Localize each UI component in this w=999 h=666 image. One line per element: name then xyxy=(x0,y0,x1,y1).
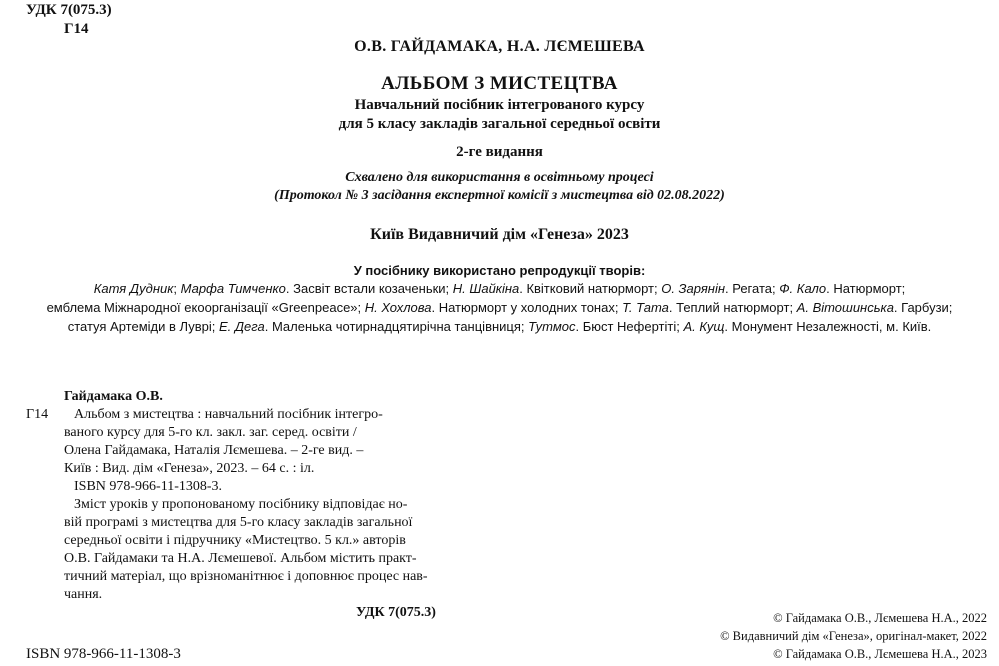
work-title: . Натюрморт у холодних тонах; xyxy=(431,300,623,315)
abstract-line: середньої освіти і підручнику «Мистецтво. 5 кл.» авторів xyxy=(64,533,406,548)
reproductions-heading: У посібнику використано репродукції творів: xyxy=(353,263,646,278)
artist-name: Н. Хохлова xyxy=(364,300,432,315)
approval-note: Схвалено для використання в освітньому процесі xyxy=(345,170,654,185)
artist-name: Ф. Кало xyxy=(779,281,827,296)
edition: 2-ге видання xyxy=(456,144,543,160)
work-title: . Регата; xyxy=(725,281,780,296)
artist-name: А. Вітошинська xyxy=(796,300,894,315)
reproductions-line-1 xyxy=(0,281,999,296)
copyright-line: © Гайдамака О.В., Лємешева Н.А., 2022 xyxy=(773,611,987,625)
copyright-line: © Гайдамака О.В., Лємешева Н.А., 2023 xyxy=(773,647,987,661)
work-title: . Маленька чотирнадцятирічна танцівниця; xyxy=(264,319,529,334)
artist-name: Н. Шайкіна xyxy=(452,281,520,296)
isbn: ISBN 978-966-11-1308-3 xyxy=(26,646,181,662)
work-title: . Натюрморт; xyxy=(826,281,906,296)
authors: О.В. ГАЙДАМАКА, Н.А. ЛЄМЕШЕВА xyxy=(354,38,645,55)
book-title: АЛЬБОМ З МИСТЕЦТВА xyxy=(381,73,618,94)
card-isbn: ISBN 978-966-11-1308-3. xyxy=(74,479,223,494)
publisher-line: Київ Видавничий дім «Генеза» 2023 xyxy=(370,226,629,243)
card-line-1: Альбом з мистецтва : навчальний посібник інтегро- xyxy=(74,407,383,422)
artist-name: Катя Дудник xyxy=(93,281,174,296)
card-line-4: Київ : Вид. дім «Генеза», 2023. – 64 с. : іл. xyxy=(64,461,315,476)
abstract-line: О.В. Гайдамаки та Н.А. Лємешевої. Альбом містить практ- xyxy=(64,551,417,566)
abstract-line: тичний матеріал, що врізноманітнює і доповнює процес нав- xyxy=(64,569,428,584)
artist-name: Е. Дега xyxy=(218,319,265,334)
work-title: . Бюст Нефертіті; xyxy=(575,319,684,334)
abstract-line: чання. xyxy=(64,587,103,602)
author-sign: Г14 xyxy=(64,21,89,37)
protocol-note: (Протокол № 3 засідання експертної комісії з мистецтва від 02.08.2022) xyxy=(274,188,725,203)
udk-code: УДК 7(075.3) xyxy=(26,2,112,18)
artist-name: Т. Тата xyxy=(622,300,669,315)
artist-name: О. Зарянін xyxy=(661,281,725,296)
work-title: ; xyxy=(173,281,181,296)
subtitle-line-1: Навчальний посібник інтегрованого курсу xyxy=(354,97,645,113)
work-title: емблема Міжнародної екоорганізації «Greenpeace»; xyxy=(46,300,365,315)
work-title: . Засвіт встали козаченьки; xyxy=(285,281,453,296)
artist-name: Тутмос xyxy=(528,319,576,334)
card-line-2: ваного курсу для 5-го кл. закл. заг. серед. освіти / xyxy=(64,425,357,440)
work-title: статуя Артеміди в Луврі; xyxy=(67,319,219,334)
subtitle-line-2: для 5 класу закладів загальної середньої освіти xyxy=(338,116,661,132)
work-title: . Квітковий натюрморт; xyxy=(519,281,662,296)
copyright-line: © Видавничий дім «Генеза», оригінал-макет, 2022 xyxy=(720,629,987,643)
work-title: . Теплий натюрморт; xyxy=(668,300,797,315)
artist-name: А. Кущ xyxy=(683,319,725,334)
work-title: . Монумент Незалежності, м. Київ. xyxy=(724,319,932,334)
reproductions-line-2 xyxy=(0,300,999,315)
card-author: Гайдамака О.В. xyxy=(64,389,163,404)
abstract-line: вій програмі з мистецтва для 5-го класу закладів загальної xyxy=(64,515,413,530)
abstract-line: Зміст уроків у пропонованому посібнику відповідає но- xyxy=(74,497,408,512)
card-line-3: Олена Гайдамака, Наталія Лємешева. – 2-ге вид. – xyxy=(64,443,364,458)
card-udk: УДК 7(075.3) xyxy=(356,605,436,620)
artist-name: Марфа Тимченко xyxy=(180,281,286,296)
card-code: Г14 xyxy=(26,407,49,422)
work-title: . Гарбузи; xyxy=(893,300,953,315)
reproductions-line-3 xyxy=(0,319,999,334)
